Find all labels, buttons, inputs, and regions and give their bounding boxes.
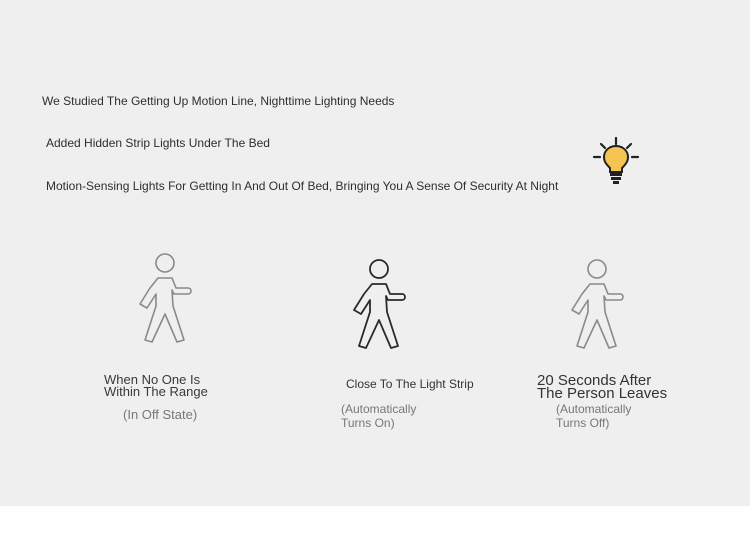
- state-3-subtitle-line-1: (Automatically: [556, 402, 632, 416]
- state-1-title-line-2: Within The Range: [104, 384, 208, 399]
- light-bulb-icon: [592, 136, 640, 188]
- state-3-title-line-1: 20 Seconds After: [537, 372, 652, 389]
- state-1-title-line-1: When No One Is: [104, 372, 201, 387]
- state-1-subtitle: [123, 408, 197, 422]
- state-3-title-line-2: The Person Leaves: [537, 385, 668, 402]
- walking-person-icon: [132, 250, 198, 346]
- walking-person-icon: [564, 256, 630, 352]
- intro-line-1: We Studied The Getting Up Motion Line, Nighttime Lighting Needs: [42, 94, 395, 108]
- state-2-subtitle: [341, 402, 416, 430]
- state-1-subtitle-line-1: (In Off State): [123, 407, 198, 422]
- state-2-title: [346, 378, 474, 390]
- intro-line-2: Added Hidden Strip Lights Under The Bed: [46, 136, 270, 150]
- state-3-subtitle: [556, 402, 631, 430]
- intro-line-3: Motion-Sensing Lights For Getting In And Out Of Bed, Bringing You A Sense Of Security At Night: [46, 179, 559, 193]
- state-2-subtitle-line-2: Turns On): [341, 416, 395, 430]
- state-3-subtitle-line-2: Turns Off): [556, 416, 610, 430]
- state-1-title: [104, 374, 208, 398]
- state-2-title-line-1: Close To The Light Strip: [346, 377, 474, 391]
- state-2-subtitle-line-1: (Automatically: [341, 402, 417, 416]
- state-3-title: [537, 374, 667, 400]
- walking-person-icon: [346, 256, 412, 352]
